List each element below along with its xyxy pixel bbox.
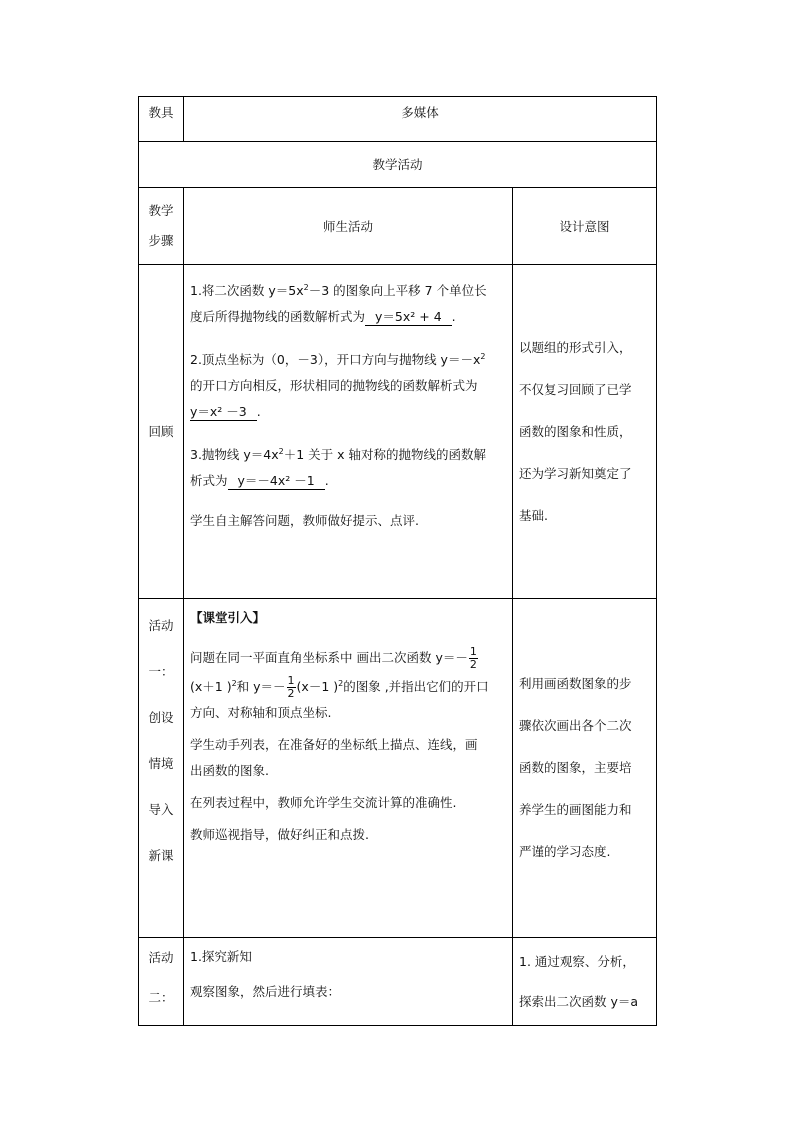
activity1-intent bbox=[513, 599, 657, 938]
fraction-one-half-2: $\frac{1}{2}$ bbox=[287, 674, 295, 701]
activity-title-row bbox=[139, 142, 657, 188]
review-intent-text: 以题组的形式引入， 不仅复习回顾了已学 函数的图象和性质， 还为学习新知奠定了 基础. bbox=[519, 339, 632, 523]
activity1-teacher-guide: 教师巡视指导，做好纠正和点拨. bbox=[190, 827, 369, 843]
activity2-line1: 1.探究新知 bbox=[190, 949, 252, 964]
activity1-problem-line3: 方向、对称轴和顶点坐标. bbox=[190, 705, 332, 721]
step-header bbox=[139, 188, 184, 265]
teaching-aids-row bbox=[139, 97, 657, 142]
activity2-content bbox=[184, 938, 513, 1026]
answer-blank-3: y＝－4x² －1 bbox=[228, 473, 325, 490]
activity1-row bbox=[139, 599, 657, 938]
activity2-step: 活动 二： bbox=[139, 938, 184, 1026]
activity-header: 师生活动 bbox=[184, 188, 513, 265]
review-q2-answer: y＝x² －3 . bbox=[190, 404, 261, 420]
review-q1: 1.将二次函数 $y=5x^2-3$ 的图象向上平移 7 个单位长 bbox=[190, 283, 487, 299]
review-intent bbox=[513, 265, 657, 599]
review-q2: 2.顶点坐标为（0，－3），开口方向与抛物线 $y=-x^2$ bbox=[190, 352, 486, 368]
fraction-one-half: $\frac{1}{2}$ bbox=[469, 645, 477, 671]
step-header-top: 教学 bbox=[148, 203, 174, 218]
activity2-intent bbox=[513, 938, 657, 1026]
teaching-aids-value: 多媒体 bbox=[184, 97, 657, 142]
header-row bbox=[139, 188, 657, 265]
activity1-problem-line1: 问题在同一平面直角坐标系中 画出二次函数 y＝－ $\frac{1}{2}$ bbox=[190, 645, 477, 671]
review-q1-cont: 度后所得抛物线的函数解析式为 y＝5x² + 4 . bbox=[190, 309, 456, 325]
activity1-intent-text: 利用画函数图象的步 骤依次画出各个二次 函数的图象，主要培 养学生的画图能力和 严谨的学习态度. bbox=[519, 676, 632, 859]
answer-blank-2: y＝x² －3 bbox=[190, 404, 257, 421]
review-step: 回顾 bbox=[139, 265, 184, 599]
class-intro-heading: 【课堂引入】 bbox=[190, 610, 266, 625]
teaching-aids-label: 教具 bbox=[139, 97, 184, 142]
review-activity bbox=[184, 265, 513, 599]
lesson-plan-table bbox=[138, 96, 657, 1026]
activity1-teacher-note: 在列表过程中，教师允许学生交流计算的准确性. bbox=[190, 795, 457, 811]
activity1-student-task: 学生动手列表，在准备好的坐标纸上描点、连线，画 bbox=[190, 737, 478, 753]
review-row bbox=[139, 265, 657, 599]
activity2-line2: 观察图象，然后进行填表： bbox=[190, 984, 341, 999]
activity1-student-task-cont: 出函数的图象. bbox=[190, 763, 269, 779]
review-q3: 3.抛物线 $y=4x^2+1$ 关于 x 轴对称的抛物线的函数解 bbox=[190, 447, 487, 463]
activity1-problem-line2: (x＋1 )$^2$和 y＝－ $\frac{1}{2}$ (x－1 )$^2$的图象 ,并指出它们的开口 bbox=[190, 674, 489, 701]
activity2-row bbox=[139, 938, 657, 1026]
activity2-intent-text: 1. 通过观察、分析， 探索出二次函数 y＝a bbox=[519, 954, 639, 1009]
review-q2-cont: 的开口方向相反，形状相同的抛物线的函数解析式为 bbox=[190, 378, 478, 394]
step-header-bottom: 步骤 bbox=[148, 233, 174, 248]
review-note: 学生自主解答问题，教师做好提示、点评. bbox=[190, 513, 419, 529]
teaching-activity-title: 教学活动 bbox=[139, 142, 657, 188]
activity1-content bbox=[184, 599, 513, 938]
intent-header: 设计意图 bbox=[513, 188, 657, 265]
activity1-step: 活动 一： 创设 情境 导入 新课 bbox=[139, 599, 184, 938]
answer-blank-1: y＝5x² + 4 bbox=[365, 309, 452, 326]
review-q3-cont: 析式为 y＝－4x² －1 . bbox=[190, 473, 329, 489]
